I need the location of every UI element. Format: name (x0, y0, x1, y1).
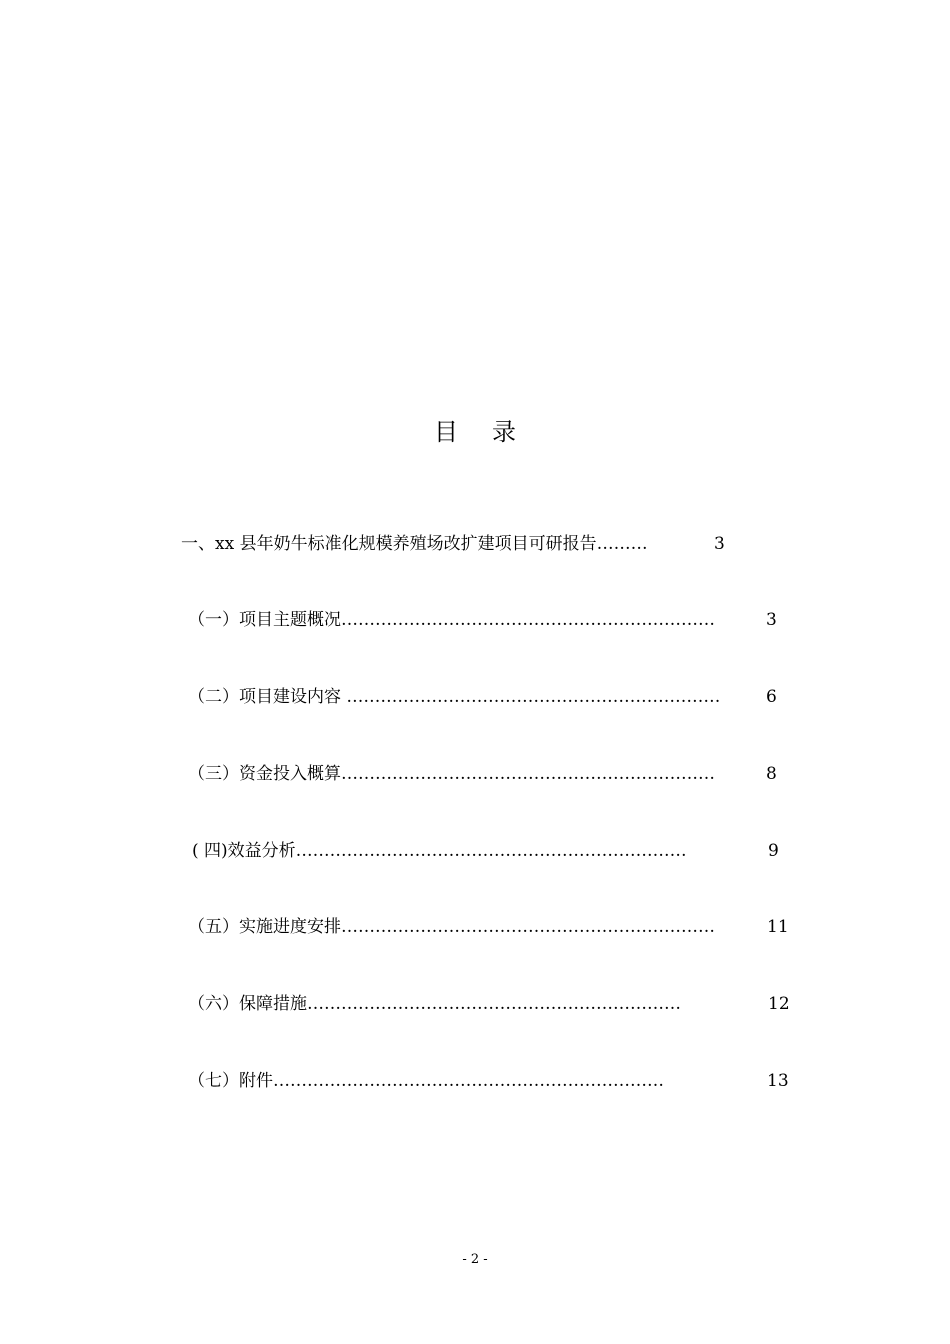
toc-entry-label: 一、xx 县年奶牛标准化规模养殖场改扩建项目可研报告 (181, 534, 597, 554)
toc-entry-leader: …………………………………………………………… (273, 1071, 664, 1091)
toc-entry-label: （五）实施进度安排 (188, 917, 341, 937)
toc-entry-page: 12 (768, 994, 790, 1014)
toc-entry (188, 762, 788, 786)
toc-entry (188, 1069, 793, 1093)
toc-entry-label: ( 四)效益分析 (192, 841, 296, 861)
toc-entry-leader: ………………………………………………………… (341, 610, 715, 630)
toc-entry-page: 3 (766, 610, 777, 630)
toc-entry-label: （一）项目主题概况 (188, 610, 341, 630)
toc-entry (188, 608, 788, 632)
toc-entry (188, 685, 788, 709)
toc-entry-leader: ……… (596, 534, 648, 554)
toc-entry-page: 3 (714, 534, 725, 554)
toc-title: 目录 (434, 418, 550, 446)
toc-entry (188, 992, 793, 1016)
toc-entry-label: （三）资金投入概算 (188, 764, 341, 784)
toc-entry-label: （六）保障措施 (188, 994, 307, 1014)
toc-entry (188, 915, 793, 939)
toc-entry-leader: ………………………………………………………… (341, 764, 715, 784)
toc-entry-leader: ………………………………………………………… (307, 994, 681, 1014)
toc-entry-label: （二）项目建设内容 (188, 687, 347, 707)
toc-entry-page: 9 (768, 841, 779, 861)
toc-entry-page: 6 (766, 687, 777, 707)
toc-entry-leader: …………………………………………………………… (295, 841, 687, 861)
toc-entry-leader: ………………………………………………………… (341, 917, 715, 937)
toc-entry-page: 11 (767, 917, 789, 937)
toc-entry-page: 8 (766, 764, 777, 784)
toc-entry (181, 532, 741, 556)
toc-entry-page: 13 (767, 1071, 789, 1091)
toc-entry (192, 839, 792, 863)
page-number: - 2 - (462, 1252, 488, 1267)
toc-entry-label: （七）附件 (188, 1071, 273, 1091)
toc-entry-leader: ………………………………………………………… (346, 687, 721, 707)
